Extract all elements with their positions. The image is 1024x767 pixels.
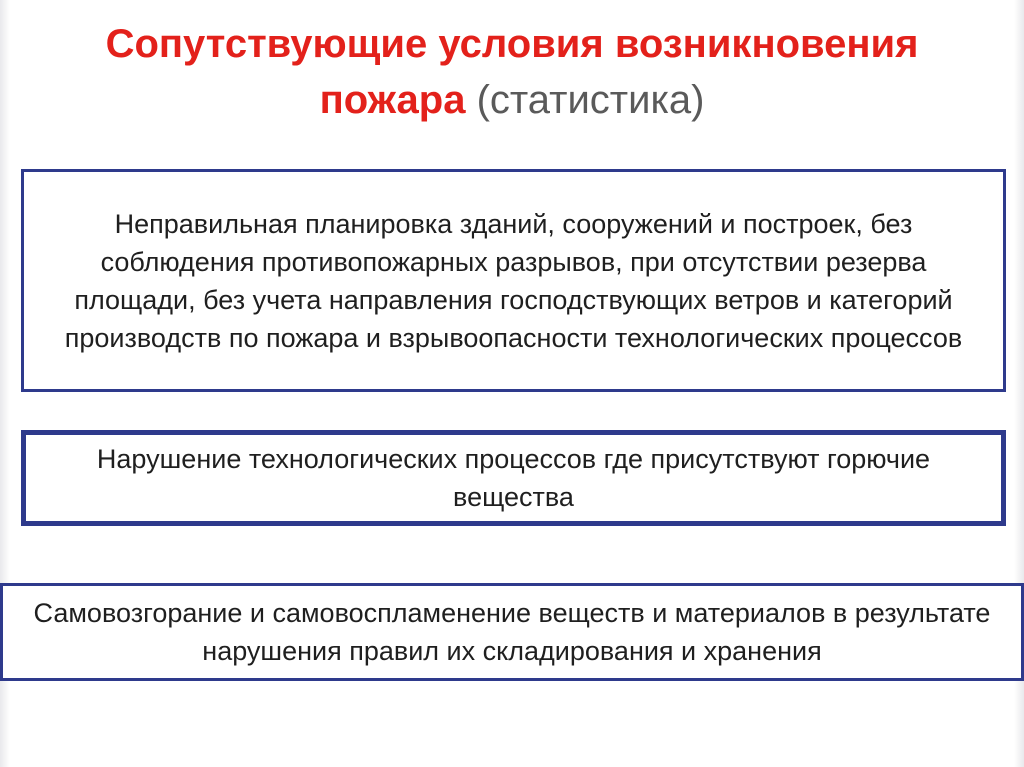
slide-title [40, 16, 984, 128]
slide-title-main: Сопутствующие условия возникновения пожара [105, 22, 919, 122]
condition-text-process-violation: Нарушение технологических процессов где присутствуют горючие вещества [96, 444, 931, 512]
condition-text-planning: Неправильная планировка зданий, сооружений и построек, без соблюдения противопожарных разрывов, при отсутствии резерва площади, без учета направления господствующих ветров и категорий производств по пожара и взрывоопасности технологических процессов [64, 208, 963, 353]
condition-text-self-ignition: Самовозгорание и самовоспламенение веществ и материалов в результате нарушения правил их складирования и хранения [33, 598, 991, 666]
condition-box-planning [21, 169, 1006, 392]
condition-box-self-ignition [0, 583, 1024, 681]
slide-title-note: (статистика) [476, 78, 705, 122]
condition-box-process-violation [21, 430, 1006, 526]
